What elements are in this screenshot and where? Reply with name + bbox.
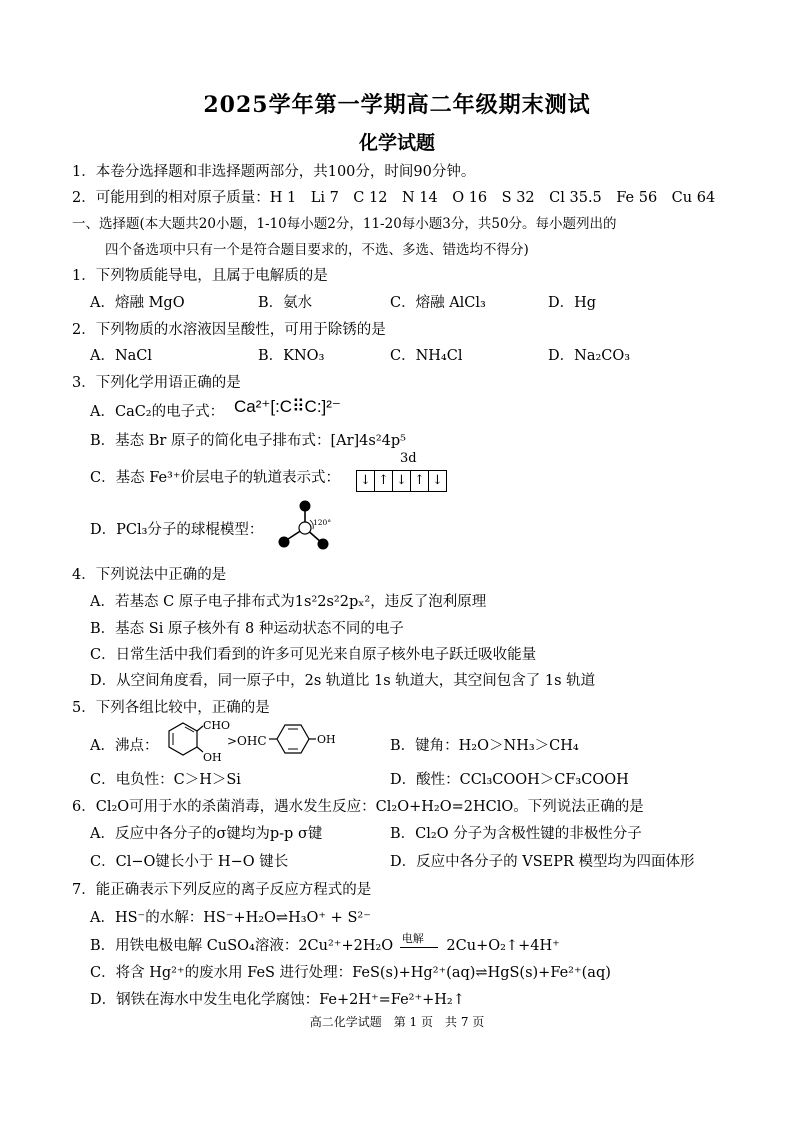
q7-b-products: 2Cu+O₂↑+4H⁺ [446, 938, 560, 954]
electrolysis-condition: 电解 [401, 932, 424, 945]
q4-stem: 4．下列说法中正确的是 [72, 567, 227, 583]
q7-option-d: D．钢铁在海水中发生电化学腐蚀：Fe+2H⁺=Fe²⁺+H₂↑ [90, 992, 465, 1008]
q3-option-a: A．CaC₂的电子式： [90, 404, 225, 420]
q6-stem: 6．Cl₂O可用于水的杀菌消毒，遇水发生反应：Cl₂O+H₂O=2HClO。下列说法正确的是 [72, 799, 644, 815]
q1-option-c: C．熔融 AlCl₃ [390, 295, 486, 311]
q6-option-c: C．Cl−O键长小于 H−O 键长 [90, 854, 289, 870]
comparison-and-prefix: >OHC [227, 734, 267, 748]
q5-stem: 5．下列各组比较中，正确的是 [72, 700, 270, 716]
pcl3-ball-stick-model [272, 497, 338, 555]
q4-option-a: A．若基态 C 原子电子排布式为1s²2s²2pₓ²，违反了泡利原理 [90, 594, 487, 610]
section-heading-line1: 一、选择题(本大题共20小题，1-10每小题2分，11-20每小题3分，共50分。每小题列出的 [72, 216, 617, 232]
hydroxyl-label: OH [203, 751, 222, 763]
bond-angle-label: 120° [313, 518, 332, 527]
q2-option-a: A．NaCl [90, 348, 153, 364]
q5-option-c: C．电负性：C＞H＞Si [90, 772, 241, 788]
q1-option-d: D．Hg [548, 295, 597, 311]
page-footer: 高二化学试题 第 1 页 共 7 页 [309, 1015, 485, 1029]
q7-stem: 7．能正确表示下列反应的离子反应方程式的是 [72, 882, 372, 898]
q3-option-b: B．基态 Br 原子的简化电子排布式：[Ar]4s²4p⁵ [90, 433, 406, 449]
q7-option-c: C．将含 Hg²⁺的废水用 FeS 进行处理：FeS(s)+Hg²⁺(aq)⇌HgS(s)+Fe²⁺(aq) [90, 965, 611, 981]
note-2: 2．可能用到的相对原子质量：H 1 Li 7 C 12 N 14 O 16 S 32 Cl 35.5 Fe 56 Cu 64 [72, 190, 716, 206]
note-1: 1．本卷分选择题和非选择题两部分，共100分，时间90分钟。 [72, 164, 476, 180]
q7-b-reactants: B．用铁电极电解 CuSO₄溶液：2Cu²⁺+2H₂O [90, 938, 394, 954]
q5-option-d: D．酸性：CCl₃COOH＞CF₃COOH [390, 772, 629, 788]
orbital-box: ↓ [357, 471, 375, 491]
q4-option-b: B．基态 Si 原子核外有 8 种运动状态不同的电子 [90, 621, 404, 637]
q4-option-c: C．日常生活中我们看到的许多可见光来自原子核外电子跃迁吸收能量 [90, 647, 537, 663]
q1-option-b: B．氨水 [258, 295, 313, 311]
q5-structures [155, 715, 355, 763]
q2-option-c: C．NH₄Cl [390, 348, 463, 364]
section-heading-line2: 四个备选项中只有一个是符合题目要求的，不选、多选、错选均不得分) [105, 242, 529, 258]
q6-option-b: B．Cl₂O 分子为含极性键的非极性分子 [390, 826, 642, 842]
orbital-box: ↑ [375, 471, 393, 491]
q1-stem: 1．下列物质能导电，且属于电解质的是 [72, 268, 328, 284]
q3-option-d: D．PCl₃分子的球棍模型： [90, 522, 264, 538]
para-hydroxyl-label: OH [317, 733, 336, 746]
q2-option-d: D．Na₂CO₃ [548, 348, 631, 364]
q1-option-a: A．熔融 MgO [90, 295, 185, 311]
orbital-box: ↓ [432, 473, 443, 488]
q6-option-a: A．反应中各分子的σ键均为p-p σ键 [90, 826, 323, 842]
aldehyde-label: CHO [203, 719, 231, 732]
q2-option-b: B．KNO₃ [258, 348, 325, 364]
orbital-box: ↓ [393, 471, 411, 491]
q3-cac2-formula: Ca²⁺[:C⠿C:]²⁻ [234, 397, 341, 416]
q3-option-c: C．基态 Fe³⁺价层电子的轨道表示式： [90, 470, 341, 486]
orbital-box: ↑ [411, 471, 429, 491]
exam-title: 2025学年第一学期高二年级期末测试 [203, 92, 591, 118]
electrolysis-arrow [398, 932, 442, 953]
q5-option-b: B．键角：H₂O＞NH₃＞CH₄ [390, 738, 579, 754]
q4-option-d: D．从空间角度看，同一原子中，2s 轨道比 1s 轨道大，其空间包含了 1s 轨道 [90, 673, 596, 689]
orbital-diagram [356, 470, 447, 492]
q7-option-a: A．HS⁻的水解：HS⁻+H₂O⇌H₃O⁺ + S²⁻ [90, 910, 371, 926]
exam-subtitle: 化学试题 [358, 132, 435, 154]
q7-option-b [90, 934, 560, 955]
q6-option-d: D．反应中各分子的 VSEPR 模型均为四面体形 [390, 854, 695, 870]
q2-stem: 2．下列物质的水溶液因呈酸性，可用于除锈的是 [72, 322, 386, 338]
q5-option-a-prefix: A．沸点： [90, 738, 159, 754]
orbital-label-3d: 3d [400, 451, 417, 466]
q3-stem: 3．下列化学用语正确的是 [72, 375, 241, 391]
